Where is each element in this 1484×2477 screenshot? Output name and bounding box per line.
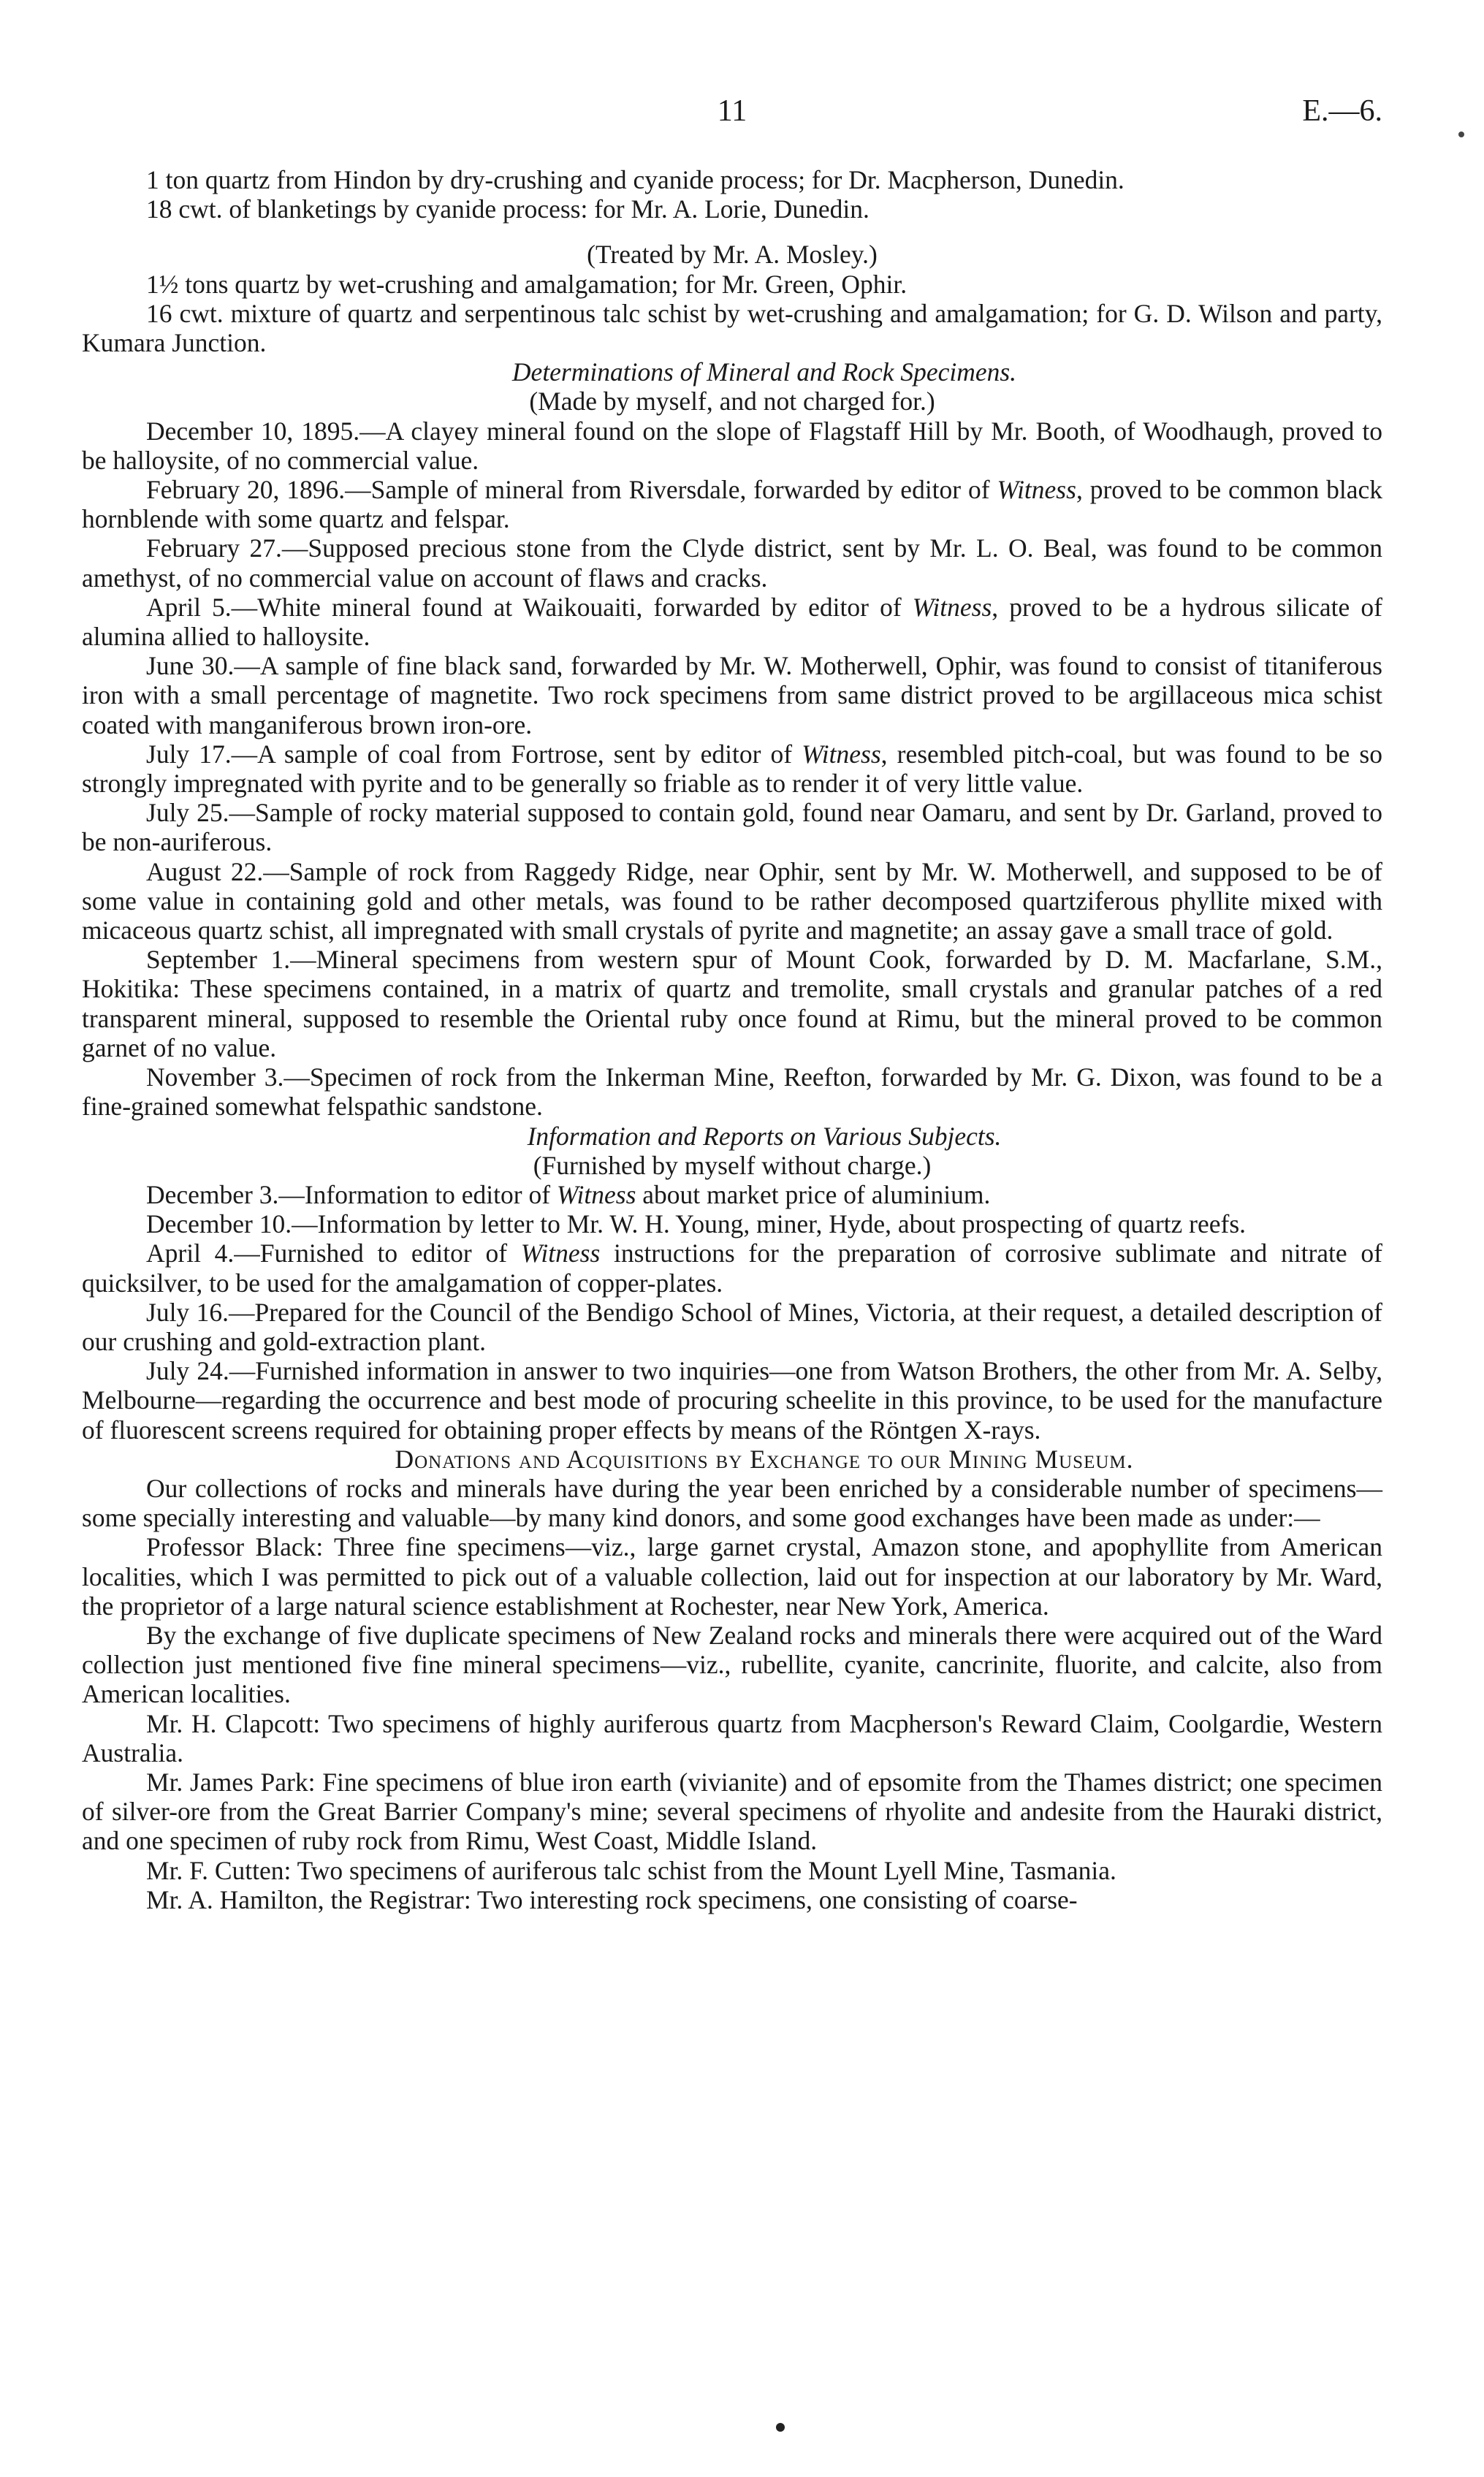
information-heading: Information and Reports on Various Subjects. <box>527 1121 1002 1151</box>
paragraph: Mr. James Park: Fine specimens of blue iron earth (vivianite) and of epsomite from the Thames district; one specimen of silver-ore from the Great Barrier Company's mine; several specimens of rhyolite and andesite from the Hauraki district, and one specimen of ruby rock from Rimu, West Coast, Middle Island. <box>82 1767 1382 1856</box>
determinations-heading: Determinations of Mineral and Rock Specimens. <box>511 357 1017 387</box>
paragraph: August 22.—Sample of rock from Raggedy Ridge, near Ophir, sent by Mr. W. Motherwell, and supposed to be of some value in containing gold and other metals, was found to be rather decomposed quartziferous phyllite mixed with micaceous quartz schist, all impregnated with small crystals of pyrite and magnetite; an assay gave a small trace of gold. <box>82 856 1382 945</box>
paragraph: February 27.—Supposed precious stone from the Clyde district, sent by Mr. L. O. Beal, was found to be common amethyst, of no commercial value on account of flaws and cracks. <box>82 533 1382 593</box>
paragraph-text: February 20, 1896.—Sample of mineral from Riversdale, forwarded by editor of <box>146 475 997 505</box>
page-number: 11 <box>717 94 747 128</box>
paragraph: By the exchange of five duplicate specimens of New Zealand rocks and minerals there were acquired out of the Ward collection just mentioned five fine mineral specimens—viz., rubellite, cyanite, cancrinite, fluorite, and calcite, also from American localities. <box>82 1620 1382 1709</box>
paragraph: July 25.—Sample of rocky material supposed to contain gold, found near Oamaru, and sent by Dr. Garland, proved to be non-auriferous. <box>82 798 1382 857</box>
paragraph-text: April 4.—Furnished to editor of <box>146 1238 521 1268</box>
paragraph <box>82 593 1382 651</box>
publication-name: Witness <box>520 1238 601 1268</box>
paragraph: Professor Black: Three fine specimens—viz., large garnet crystal, Amazon stone, and apophyllite from American localities, which I was permitted to pick out of a valuable collection, laid out for inspection at our laboratory by Mr. Ward, the proprietor of a large natural science establishment at Rochester, near New York, America. <box>82 1532 1382 1621</box>
paragraph-text: instructions for the preparation of corrosive sublimate and nitrate of quicksilver, to be used for the amalgamation of copper-plates. <box>82 1238 1382 1298</box>
paragraph <box>82 1180 1382 1209</box>
paragraph-text: , proved to be common black hornblende with some quartz and felspar. <box>82 475 1382 534</box>
determinations-subheading: (Made by myself, and not charged for.) <box>529 387 935 416</box>
paragraph: 1½ tons quartz by wet-crushing and amalgamation; for Mr. Green, Ophir. <box>146 269 907 299</box>
paragraph: Mr. F. Cutten: Two specimens of auriferous talc schist from the Mount Lyell Mine, Tasmania. <box>146 1855 1116 1885</box>
margin-speck <box>1458 132 1464 137</box>
donations-heading: Donations and Acquisitions by Exchange to our Mining Museum. <box>395 1444 1134 1474</box>
publication-name: Witness <box>556 1179 636 1209</box>
publication-name: Witness <box>802 739 881 769</box>
paragraph-text: December 3.—Information to editor of <box>146 1179 557 1209</box>
publication-name: Witness <box>912 592 992 622</box>
paragraph-text: April 5.—White mineral found at Waikouaiti, forwarded by editor of <box>146 592 913 622</box>
information-subheading: (Furnished by myself without charge.) <box>533 1150 932 1180</box>
paragraph: June 30.—A sample of fine black sand, forwarded by Mr. W. Motherwell, Ophir, was found to consist of titaniferous iron with a small percentage of magnetite. Two rock specimens from same district proved to be argillaceous mica schist coated with manganiferous brown iron-ore. <box>82 651 1382 739</box>
footer-dot <box>776 2423 785 2432</box>
paragraph-text: , proved to be a hydrous silicate of alumina allied to halloysite. <box>82 592 1382 652</box>
body-text <box>82 165 1382 1914</box>
paragraph: September 1.—Mineral specimens from western spur of Mount Cook, forwarded by D. M. Macfarlane, S.M., Hokitika: These specimens contained, in a matrix of quartz and tremolite, small crystals and granular patches of a red transparent mineral, supposed to resemble the Oriental ruby once found at Rimu, but the mineral proved to be common garnet of no value. <box>82 945 1382 1062</box>
running-head <box>82 94 1382 137</box>
report-code: E.—6. <box>1302 94 1382 128</box>
paragraph <box>82 1238 1382 1297</box>
paragraph-text: July 17.—A sample of coal from Fortrose, sent by editor of <box>146 739 802 769</box>
mosley-heading: (Treated by Mr. A. Mosley.) <box>587 240 878 270</box>
paragraph: 16 cwt. mixture of quartz and serpentinous talc schist by wet-crushing and amalgamation; for G. D. Wilson and party, Kumara Junction. <box>82 298 1382 358</box>
paragraph: Mr. A. Hamilton, the Registrar: Two interesting rock specimens, one consisting of coarse- <box>146 1884 1078 1914</box>
paragraph: July 24.—Furnished information in answer to two inquiries—one from Watson Brothers, the other from Mr. A. Selby, Melbourne—regarding the occurrence and best mode of procuring scheelite in this province, to be used for the manufacture of fluorescent screens required for obtaining proper effects by means of the Röntgen X-rays. <box>82 1356 1382 1445</box>
paragraph <box>82 475 1382 533</box>
paragraph: December 10, 1895.—A clayey mineral found on the slope of Flagstaff Hill by Mr. Booth, of Woodhaugh, proved to be halloysite, of no commercial value. <box>82 416 1382 475</box>
paragraph <box>82 739 1382 798</box>
paragraph: November 3.—Specimen of rock from the Inkerman Mine, Reefton, forwarded by Mr. G. Dixon, was found to be a fine-grained somewhat felspathic sandstone. <box>82 1062 1382 1122</box>
paragraph: Our collections of rocks and minerals have during the year been enriched by a considerable number of specimens—some specially interesting and valuable—by many kind donors, and some good exchanges have been made as under:— <box>82 1473 1382 1533</box>
paragraph: Mr. H. Clapcott: Two specimens of highly auriferous quartz from Macpherson's Reward Claim, Coolgardie, Western Australia. <box>82 1708 1382 1768</box>
paragraph: 1 ton quartz from Hindon by dry-crushing and cyanide process; for Dr. Macpherson, Dunedin. <box>146 165 1125 194</box>
paragraph: July 16.—Prepared for the Council of the Bendigo School of Mines, Victoria, at their request, a detailed description of our crushing and gold-extraction plant. <box>82 1297 1382 1356</box>
paragraph: 18 cwt. of blanketings by cyanide process: for Mr. A. Lorie, Dunedin. <box>146 194 870 224</box>
paragraph-text: , resembled pitch-coal, but was found to be so strongly impregnated with pyrite and to be generally so friable as to render it of very little value. <box>82 739 1382 799</box>
publication-name: Witness <box>997 475 1076 505</box>
paragraph: December 10.—Information by letter to Mr. W. H. Young, miner, Hyde, about prospecting of quartz reefs. <box>146 1209 1247 1239</box>
paragraph-text: about market price of aluminium. <box>636 1179 991 1209</box>
